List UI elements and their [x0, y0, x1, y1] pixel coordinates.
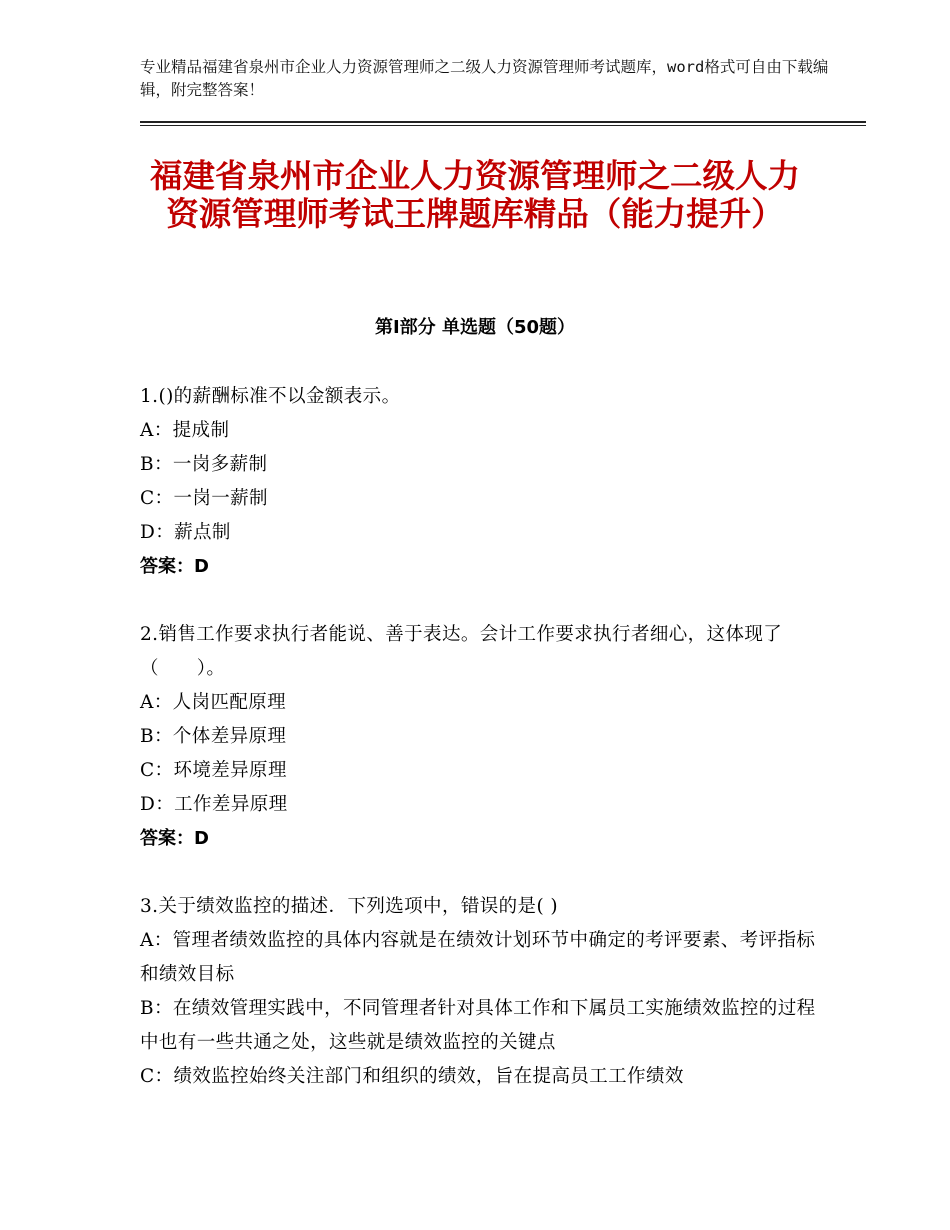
option-b: B：个体差异原理: [140, 726, 287, 747]
header-note: 专业精品福建省泉州市企业人力资源管理师之二级人力资源管理师考试题库，word格式可自由下载编辑，附完整答案！: [140, 58, 829, 99]
option-b: B：一岗多薪制: [140, 454, 268, 475]
answer: 答案：D: [140, 556, 209, 577]
question-2: [140, 618, 820, 856]
option-c: C：环境差异原理: [140, 760, 287, 781]
option-d: D：工作差异原理: [140, 794, 288, 815]
option-c: C：一岗一薪制: [140, 488, 268, 509]
question-stem: 1.()的薪酬标准不以金额表示。: [140, 386, 401, 407]
header-divider-thin: [140, 125, 866, 126]
question-list: [140, 380, 820, 1128]
section-title: 第Ⅰ部分 单选题（50题）: [374, 317, 575, 338]
question-stem: 2.销售工作要求执行者能说、善于表达。会计工作要求执行者细心，这体现了（ ）。: [140, 624, 783, 679]
option-b: B：在绩效管理实践中，不同管理者针对具体工作和下属员工实施绩效监控的过程中也有一些共通之处，这些就是绩效监控的关键点: [140, 998, 816, 1053]
option-a: A：提成制: [140, 420, 230, 441]
option-a: A：管理者绩效监控的具体内容就是在绩效计划环节中确定的考评要素、考评指标和绩效目标: [140, 930, 816, 985]
answer: 答案：D: [140, 828, 209, 849]
option-c: C：绩效监控始终关注部门和组织的绩效，旨在提高员工工作绩效: [140, 1066, 684, 1087]
question-stem: 3.关于绩效监控的描述．下列选项中，错误的是( ): [140, 896, 558, 917]
question-3: [140, 890, 820, 1094]
option-d: D：薪点制: [140, 522, 231, 543]
option-a: A：人岗匹配原理: [140, 692, 287, 713]
header-divider-thick: [140, 121, 866, 123]
document-title: 福建省泉州市企业人力资源管理师之二级人力资源管理师考试王牌题库精品（能力提升）: [149, 157, 800, 233]
question-1: [140, 380, 820, 584]
